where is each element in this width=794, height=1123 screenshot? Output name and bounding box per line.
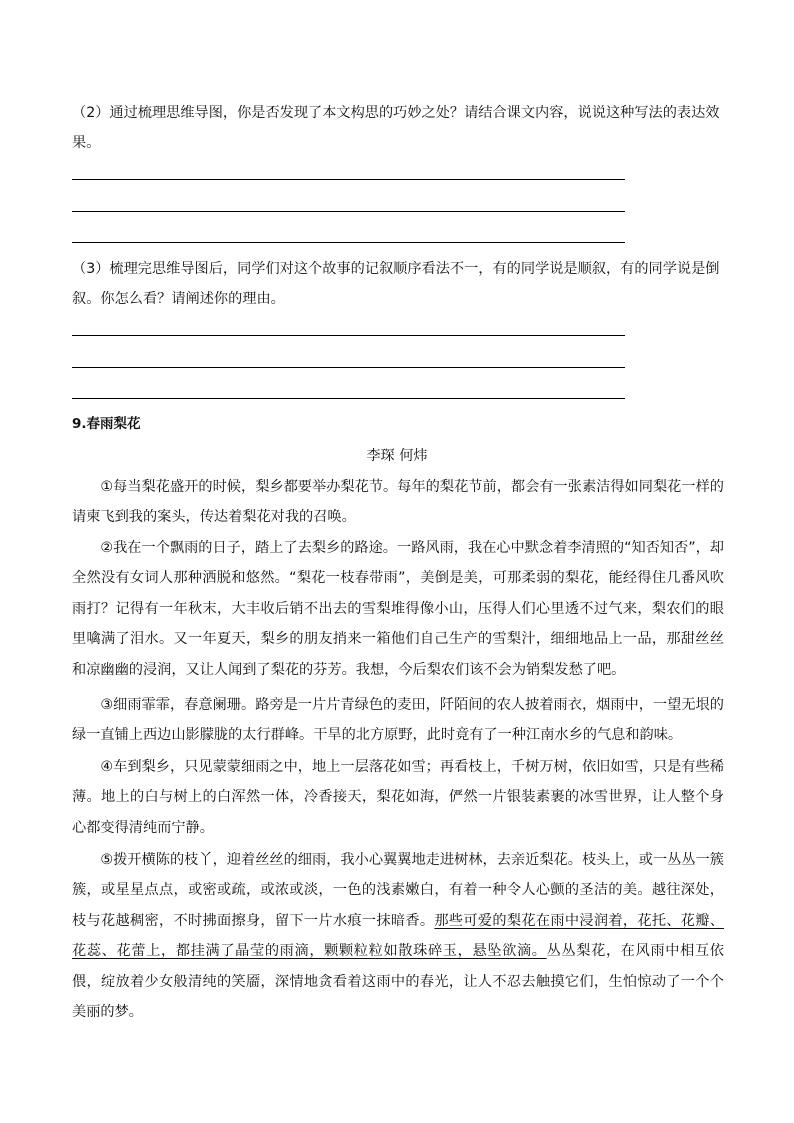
question-2-text: （2）通过梳理思维导图，你是否发现了本文构思的巧妙之处？请结合课文内容，说说这种写法的表达效果。: [72, 105, 720, 151]
paragraph-5-end: 丛丛梨花，在风雨中相互依偎，绽放着少女般清纯的笑靥，深情地贪看着这雨中的春光，让人不忍去触摸它们，生怕惊动了一个个美丽的梦。: [72, 943, 724, 1021]
question-3-text: （3）梳理完思维导图后，同学们对这个故事的记叙顺序看法不一，有的同学说是顺叙，有的同学说是倒叙。你怎么看？请阐述你的理由。: [72, 261, 720, 307]
paragraph-5-start: ⑤拨开横陈的枝丫，迎着丝丝的细雨，我小心翼翼地走进树林，去亲近梨花。枝头上，或一丛丛一簇簇，或星星点点，或密或疏，或浓或淡，一色的浅素嫩白，有着一种令人心颤的圣洁的美。越往深处，枝与花越稠密，不时拂面擦身，留下一片水痕一抹暗香。: [72, 852, 724, 929]
answer-line[interactable]: [72, 398, 625, 399]
paragraph-3: ③细雨霏霏，春意阑珊。路旁是一片片青绿色的麦田，阡陌间的农人披着雨衣，烟雨中，一望无垠的绿一直铺上西边山影朦胧的太行群峰。干旱的北方原野，此时竟有了一种江南水乡的气息和韵味。: [72, 697, 724, 744]
paragraph-1: ①每当梨花盛开的时候，梨乡都要举办梨花节。每年的梨花节前，都会有一张素洁得如同梨花一样的请柬飞到我的案头，传达着梨花对我的召唤。: [72, 479, 724, 526]
answer-line[interactable]: [72, 242, 625, 243]
paragraph-5: [72, 845, 724, 1027]
answer-line[interactable]: [72, 367, 625, 368]
section-title: 9.春雨梨花: [72, 416, 141, 432]
underlined-sentence: 那些可爱的梨花在雨中浸润着，花托、花瓣、花蕊、花蕾上，都挂满了晶莹的雨滴，颗颗粒粒如散珠碎玉，悬坠欲滴。: [72, 912, 724, 960]
paragraph-4: ④车到梨乡，只见蒙蒙细雨之中，地上一层落花如雪；再看枝上，千树万树，依旧如雪，只是有些稀薄。地上的白与树上的白浑然一体，冷香接天，梨花如海，俨然一片银装素裹的冰雪世界，让人整个身心都变得清纯而宁静。: [72, 759, 724, 836]
answer-line[interactable]: [72, 211, 625, 212]
answer-line[interactable]: [72, 179, 625, 180]
article-author: 李琛 何炜: [366, 448, 428, 464]
answer-line[interactable]: [72, 335, 625, 336]
paragraph-2: ②我在一个飘雨的日子，踏上了去梨乡的路途。一路风雨，我在心中默念着李清照的“知否知否”，却全然没有女词人那种洒脱和悠然。“梨花一枝春带雨”，美倒是美，可那柔弱的梨花，能经得住几番风吹雨打？记得有一年秋末，大丰收后销不出去的雪梨堆得像小山，压得人们心里透不过气来，梨农们的眼里噙满了泪水。又一年夏天，梨乡的朋友捎来一箱他们自己生产的雪梨汁，细细地品上一品，那甜丝丝和凉幽幽的浸润，又让人闻到了梨花的芬芳。我想，今后梨农们该不会为销梨发愁了吧。: [72, 540, 724, 678]
